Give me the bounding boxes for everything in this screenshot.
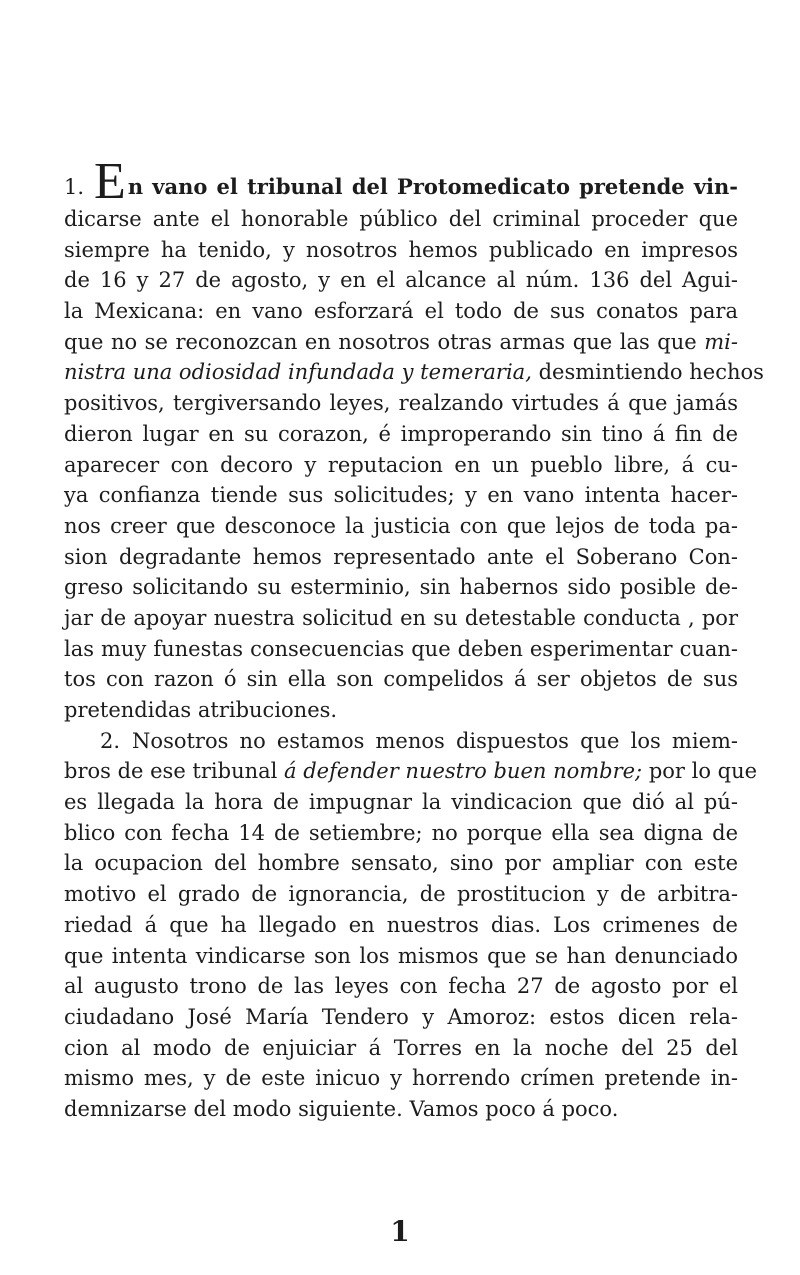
drop-cap: E — [94, 153, 126, 210]
paragraph-number: 2. — [100, 728, 121, 753]
text-line: que intenta vindicarse son los mismos que se han denunciado — [64, 943, 738, 968]
text-line: la Mexicana: en vano esforzará el todo de sus conatos para — [64, 299, 738, 324]
text-line: pretendidas atribuciones. — [64, 698, 338, 722]
italic-fragment: nistra una odiosidad infundada y temeraria, — [64, 360, 532, 385]
text-line: mismo mes, y de este inicuo y horrendo crímen pretende in- — [64, 1066, 738, 1091]
text-line: al augusto trono de las leyes con fecha 27 de agosto por el — [64, 974, 738, 999]
text-line: tos con razon ó sin ella son compelidos á ser objetos de sus — [64, 667, 738, 692]
signature-mark: 1 — [390, 1215, 410, 1248]
text-fragment: por lo que — [648, 759, 758, 784]
text-line: blico con fecha 14 de setiembre; no porque ella sea digna de — [64, 820, 738, 845]
text-fragment: desmintiendo hechos — [538, 360, 764, 385]
text-line: positivos, tergiversando leyes, realzando virtudes á que jamás — [64, 391, 738, 416]
text-line: greso solicitando su esterminio, sin habernos sido posible de- — [64, 575, 738, 600]
text-line — [64, 756, 758, 787]
text-line: las muy funestas consecuencias que deben esperimentar cuan- — [64, 636, 738, 661]
italic-fragment: á defender nuestro buen nombre; — [284, 759, 643, 784]
text-line: aparecer con decoro y reputacion en un pueblo libre, á cu- — [64, 452, 738, 477]
text-line — [64, 357, 764, 388]
text-line: riedad á que ha llegado en nuestros dias. Los crimenes de — [64, 912, 738, 937]
text-fragment: que no se reconozcan en nosotros otras armas que las que — [64, 329, 697, 354]
text-line: sion degradante hemos representado ante el Soberano Con- — [64, 544, 738, 569]
text-line: nos creer que desconoce la justicia con que lejos de toda pa- — [64, 513, 738, 538]
paragraph-number: 1. — [64, 175, 85, 199]
text-line: de 16 y 27 de agosto, y en el alcance al núm. 136 del Agui- — [64, 268, 738, 293]
text-fragment: Nosotros no estamos menos dispuestos que los miem- — [132, 728, 738, 753]
paragraph-1-line-1 — [64, 153, 738, 210]
text-line: n vano el tribunal del Protomedicato pretende vin- — [127, 174, 738, 199]
text-line: dieron lugar en su corazon, é improperando sin tino á fin de — [64, 421, 738, 446]
text-line: motivo el grado de ignorancia, de prostitucion y de arbitra- — [64, 882, 738, 907]
text-line: dicarse ante el honorable público del criminal proceder que — [64, 207, 738, 231]
text-body — [64, 153, 764, 1125]
text-line: cion al modo de enjuiciar á Torres en la noche del 25 del — [64, 1035, 738, 1060]
text-line: jar de apoyar nuestra solicitud en su detestable conducta , por — [64, 605, 738, 630]
italic-fragment: mi- — [704, 329, 738, 354]
text-line: ciudadano José María Tendero y Amoroz: estos dicen rela- — [64, 1004, 738, 1029]
text-line — [64, 327, 738, 358]
text-line: es llegada la hora de impugnar la vindicacion que dió al pú- — [64, 790, 738, 815]
text-fragment: bros de ese tribunal — [64, 759, 278, 784]
text-line: la ocupacion del hombre sensato, sino por ampliar con este — [64, 851, 738, 876]
paragraph-2-line-1 — [64, 726, 738, 757]
text-line: siempre ha tenido, y nosotros hemos publicado en impresos — [64, 237, 738, 262]
text-line: demnizarse del modo siguiente. Vamos poco á poco. — [64, 1096, 619, 1121]
text-line: ya confianza tiende sus solicitudes; y en vano intenta hacer- — [64, 483, 738, 508]
